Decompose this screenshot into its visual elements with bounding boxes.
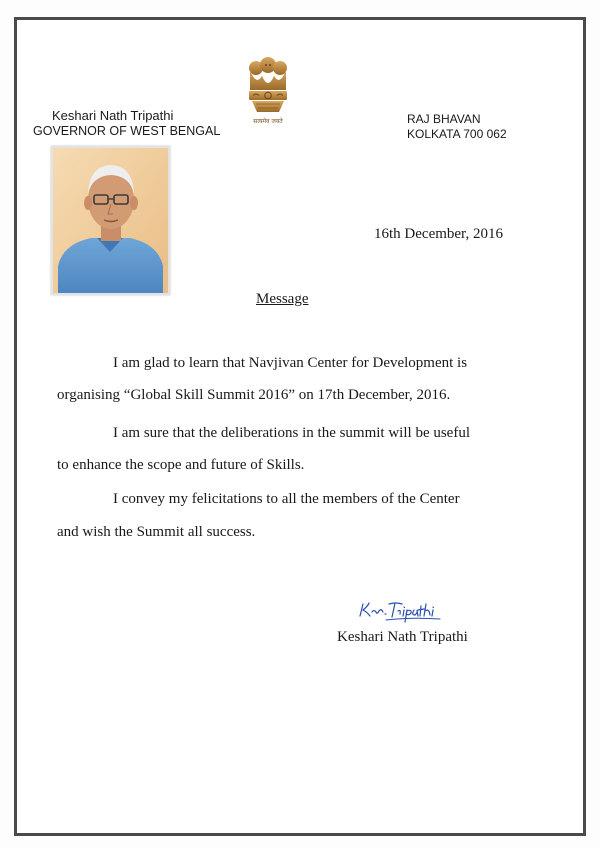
letter-subject: Message [256,291,309,307]
address-line-1: RAJ BHAVAN [407,112,481,126]
letter-date: 16th December, 2016 [374,226,503,242]
national-emblem-icon [246,56,290,138]
paragraph-2-line-1: I am sure that the deliberations in the summit will be useful [113,425,471,441]
paragraph-1-line-2: organising “Global Skill Summit 2016” on 17th December, 2016. [57,387,451,403]
address-line-2: KOLKATA 700 062 [407,127,507,141]
sender-title: GOVERNOR OF WEST BENGAL [33,124,221,138]
paragraph-2-line-2: to enhance the scope and future of Skills. [57,457,305,473]
signatory-name: Keshari Nath Tripathi [337,629,468,645]
sender-name: Keshari Nath Tripathi [52,108,174,123]
paragraph-1-line-1: I am glad to learn that Navjivan Center for Development is [113,355,468,371]
portrait-photo [51,146,170,295]
handwritten-signature [356,598,446,626]
emblem-motto: सत्यमेव जयते [253,118,283,125]
paragraph-3-line-2: and wish the Summit all success. [57,524,256,540]
paragraph-3-line-1: I convey my felicitations to all the members of the Center [113,491,460,507]
